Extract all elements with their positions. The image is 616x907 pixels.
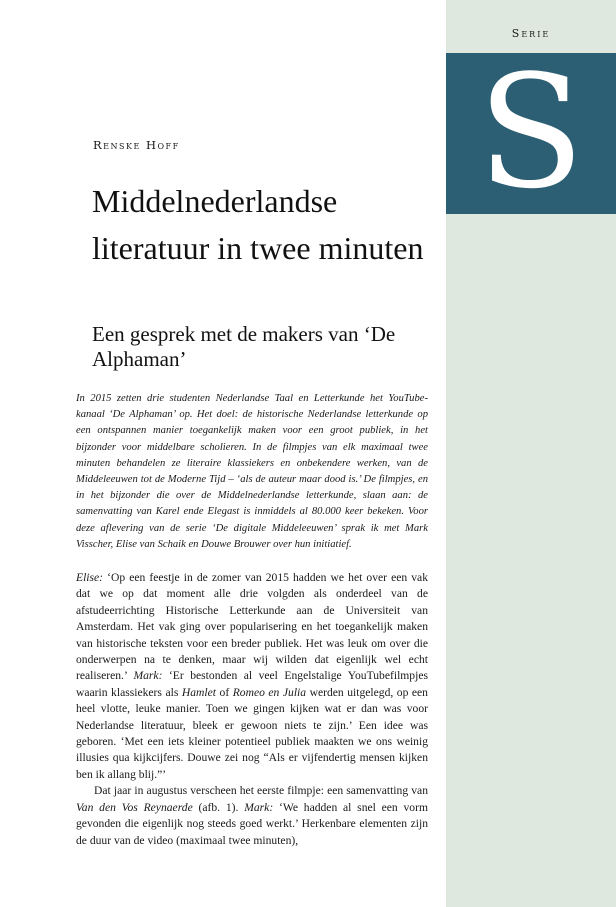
author-name: Renske Hoff	[93, 138, 180, 152]
speaker-label: Elise:	[76, 571, 104, 584]
article-title: Middelnederlandse literatuur in twee minuten	[92, 183, 424, 266]
work-title: Van den Vos Reynaerde	[76, 800, 193, 814]
body-paragraph-2	[76, 783, 428, 849]
series-initial-letter: S	[477, 41, 585, 223]
series-initial-box	[446, 41, 616, 223]
body-text-run: ‘Op een feestje in de zomer van 2015 hadden we het over een vak dat we op dat moment alle drie volgden als onderdeel van de afstudeerrichting Historische Letterkunde aan de Universiteit van Amsterdam. Het vak ging over popularisering en het toegankelijk maken van historische teksten voor een breder publiek. Het was leuk om over die onderwerpen na te denken, maar wij wilden dat eigenlijk wel echt realiseren.’	[76, 571, 428, 683]
work-title: Hamlet	[181, 685, 216, 699]
body-text-run: ‘We hadden al snel een vorm gevonden die eigenlijk nog steeds goed werkt.’ Herkenbare elementen zijn de duur van de video (maximaal twee minuten),	[76, 800, 428, 847]
series-label: Serie	[511, 27, 551, 40]
body-paragraph-1	[76, 570, 428, 783]
article-subtitle: Een gesprek met de makers van ‘De Alphaman’	[92, 322, 396, 371]
speaker-label: Mark:	[133, 669, 163, 683]
body-text-run: of	[216, 685, 233, 699]
body-text-run: (afb. 1).	[192, 800, 245, 814]
body-text-run: ‘Er bestonden al veel Engelstalige YouTubefilmpjes waarin klassiekers als	[76, 669, 428, 699]
body-text-run: werden uitgelegd, op een heel vlotte, leuke manier. Toen we gingen kijken wat er dan was voor Nederlandse literatuur, bleek er gewoon niets te zijn.’ Een idee was geboren. ‘Met een iets kleiner potentieel publiek maakten we ons weinig illusies qua kijkcijfers. Douwe zei nog “Als er vijfendertig mensen kijken ben ik allang blij.”’	[76, 685, 428, 781]
speaker-label: Mark:	[244, 800, 274, 814]
article-intro: In 2015 zetten drie studenten Nederlandse Taal en Letterkunde het YouTube-kanaal ‘De Alphaman’ op. Het doel: de historische Nederlandse letterkunde op een ontspannen manier toegankelijk maken voor een groot publiek, in het bijzonder voor middelbare scholieren. In de filmpjes van elk maximaal twee minuten behandelen ze literaire klassiekers en onbekendere werken, van de Middeleeuwen tot de Moderne Tijd – ‘als de auteur maar dood is.’ De filmpjes, en in het bijzonder die over de Middelnederlandse letterkunde, slaan aan: de samenvatting van Karel ende Elegast is inmiddels al 80.000 keer bekeken. Voor deze aflevering van de serie ‘De digitale Middeleeuwen’ sprak ik met Mark Visscher, Elise van Schaik en Douwe Brouwer over hun initiatief.	[76, 393, 428, 550]
article-body	[76, 570, 428, 849]
body-text-run: Dat jaar in augustus verscheen het eerste filmpje: een samenvatting van	[94, 784, 428, 798]
work-title: Romeo en Julia	[232, 685, 307, 699]
